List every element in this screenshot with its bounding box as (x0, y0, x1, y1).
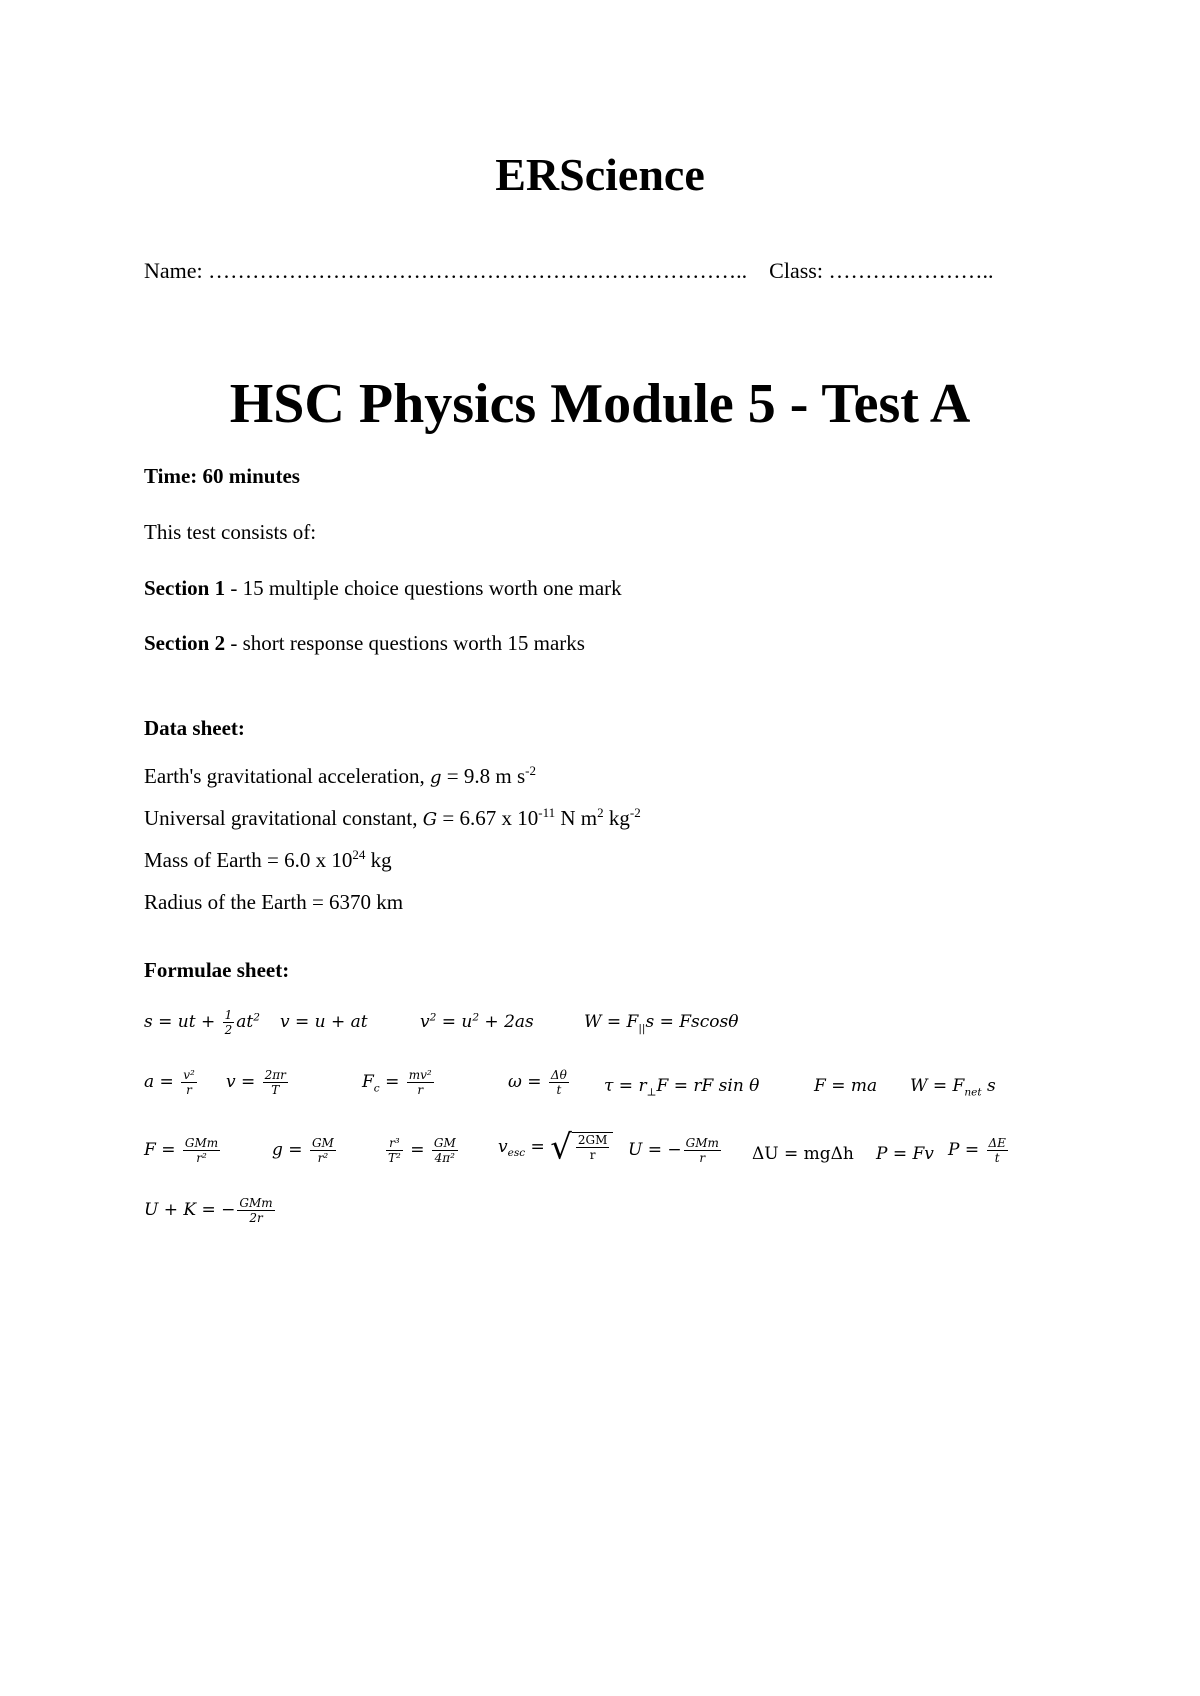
formula-potential-energy-change: ΔU = mgΔh (752, 1144, 854, 1164)
time-allowed: Time: 60 minutes (144, 464, 300, 488)
section-2-description (144, 631, 585, 656)
formula-work: $W = F_{||}s = Fscos\theta$ (584, 1012, 739, 1035)
formula-newton-second-law: F = ma (814, 1076, 878, 1096)
data-earth-radius: Radius of the Earth = 6370 km (144, 890, 404, 914)
formula-centripetal-acceleration: a = $\frac{\text{v²}}{r}$ (144, 1068, 195, 1097)
formula-angular-velocity: ω = $\frac{\Delta\theta}{t}$ (508, 1068, 567, 1097)
G-text: Universal gravitational constant, (144, 806, 423, 830)
formula-escape-velocity: $v_{esc}$ = √ $\frac{2GM}{r}$ (498, 1132, 613, 1163)
page-title: HSC Physics Module 5 - Test A (229, 373, 971, 435)
formula-power-energy: P = $\frac{\Delta E}{t}$ (948, 1136, 1006, 1165)
formula-orbital-velocity: v = $\frac{2\pi r}{T}$ (226, 1068, 286, 1097)
name-class-line (144, 258, 993, 284)
data-gravitational-constant (144, 806, 641, 831)
formula-velocity-squared: $v^2 = u^2 + 2as$ (420, 1011, 534, 1032)
formulae-heading: Formulae sheet: (144, 958, 290, 982)
formula-gravitational-force: F = $\frac{\text{GMm}}{\text{r²}}$ (144, 1136, 219, 1165)
brand-title: ERScience (495, 149, 705, 200)
formula-velocity: v = u + at (280, 1012, 368, 1032)
data-earth-mass (144, 848, 392, 873)
formula-centripetal-force: $F_c$ = $\frac{\text{mv²}}{r}$ (362, 1068, 432, 1097)
section-2-text: - short response questions worth 15 marks (225, 631, 585, 655)
name-field-label: Name: ……………………………………………………………….. (144, 258, 748, 283)
formula-keplers-third-law: $\frac{\text{r³}}{\text{T²}}$ = $\frac{GM}{\text{4π²}}$ (388, 1136, 456, 1165)
mass-text: Mass of Earth = 6.0 x 10 (144, 848, 353, 872)
G-exponent-2: 2 (597, 805, 604, 820)
G-unit-1: N m (555, 806, 598, 830)
G-exponent: -11 (538, 805, 556, 820)
formula-potential-energy: U = − $\frac{\text{GMm}}{r}$ (628, 1136, 719, 1165)
formula-total-orbital-energy: U + K = − $\frac{\text{GMm}}{2r}$ (144, 1196, 273, 1225)
G-unit-2: kg (603, 806, 630, 830)
formula-torque: $\tau = r_\perp F$ = rF sin θ (604, 1076, 760, 1099)
formula-displacement: s = ut + $\frac{1}{2}$ $at^2$ (144, 1008, 260, 1037)
G-exponent-3: -2 (629, 805, 641, 820)
mass-unit: kg (365, 848, 392, 872)
formula-net-work: $W = F_{net}$ s (910, 1076, 996, 1099)
G-value: = 6.67 x 10 (437, 806, 539, 830)
data-gravity-acceleration (144, 764, 536, 789)
g-exponent: -2 (525, 763, 536, 778)
section-2-label: Section 2 (144, 631, 226, 655)
class-field-label: Class: ………………….. (769, 258, 994, 283)
section-1-text: - 15 multiple choice questions worth one mark (225, 576, 622, 600)
data-sheet-heading: Data sheet: (144, 716, 245, 740)
formula-power-force: P = Fv (876, 1144, 934, 1164)
G-symbol: G (422, 809, 438, 830)
g-symbol: g (429, 767, 442, 788)
g-value: = 9.8 m s (441, 764, 526, 788)
mass-exponent: 24 (352, 847, 366, 862)
section-1-label: Section 1 (144, 576, 226, 600)
section-1-description (144, 576, 622, 601)
consists-text: This test consists of: (144, 520, 317, 544)
g-text: Earth's gravitational acceleration, (144, 764, 430, 788)
formula-gravitational-field: g = $\frac{GM}{\text{r²}}$ (272, 1136, 334, 1165)
